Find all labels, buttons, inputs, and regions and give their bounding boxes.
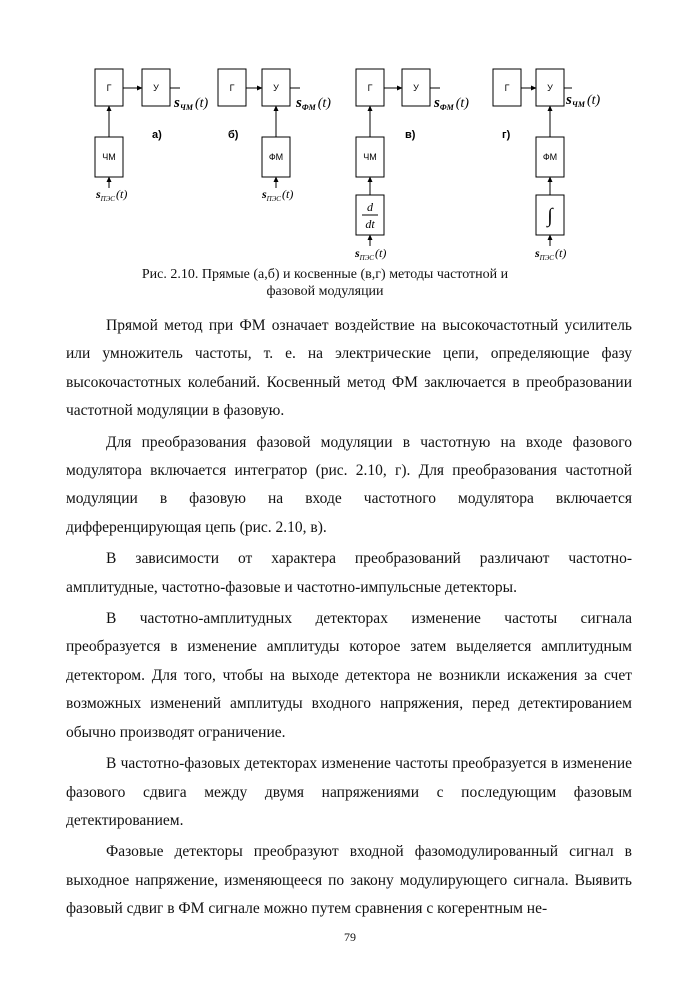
generator-label: Г [229, 83, 235, 93]
fm-freq-modulator-label: ЧМ [102, 152, 116, 162]
caption-line-1: Рис. 2.10. Прямые (а,б) и косвенные (в,г) методы частотной и [141, 267, 509, 282]
amplifier-label: У [273, 83, 279, 93]
diagram-panel-a [95, 69, 209, 203]
paragraph: Прямой метод при ФМ означает воздействие на высокочастотный усилитель или умножитель частоты, т. е. на электрические цепи, определяющие фазу высокочастотных колебаний. Косвенный метод ФМ заключается в преобразовании частотной модуляции в фазовую. [66, 317, 632, 420]
paragraph: Фазовые детекторы преобразуют входной фазомодулированный сигнал в выходное напряжение, изменяющееся по закону модулирующего сигнала. Выявить фазовый сдвиг в ФМ сигнале можно путем сравнения с когерентным не- [66, 843, 632, 918]
paragraph: В частотно-амплитудных детекторах изменение частоты сигнала преобразуется в изменение амплитуды которое затем выделяется амплитудным детектором. Для того, чтобы на выходе детектора не возникли искажения за счет возможных изменений амплитуды входного напряжения, перед детектированием обычно производят ограничение. [66, 610, 632, 741]
output-signal: sФМ (t) [434, 95, 469, 112]
figure-modulation-methods [0, 0, 700, 265]
diagram-panel-b [218, 69, 331, 203]
generator-label: Г [504, 83, 510, 93]
amplifier-label: У [413, 83, 419, 93]
diagram-panel-v [354, 69, 469, 262]
phase-modulator-label: ФМ [268, 152, 284, 162]
amplifier-label: У [153, 83, 159, 93]
differentiator-denominator: dt [365, 217, 375, 231]
input-signal: sПЭС(t) [262, 187, 294, 203]
panel-label-a: а) [152, 129, 162, 141]
differentiator-numerator: d [367, 200, 373, 214]
figure-caption [100, 266, 550, 300]
paragraph: В частотно-фазовых детекторах изменение частоты преобразуется в изменение фазового сдвига между двумя напряжениями с последующим фазовым детектированием. [66, 755, 632, 829]
fm-freq-modulator-label: ЧМ [363, 152, 377, 162]
phase-modulator-label: ФМ [542, 152, 558, 162]
caption-line-2: фазовой модуляции [266, 284, 384, 299]
integral-icon: ∫ [547, 205, 553, 227]
input-signal: sПЭС(t) [535, 246, 567, 262]
page-number: 79 [344, 930, 356, 944]
input-signal: sПЭС(t) [355, 246, 387, 262]
diagram-panel-g [493, 69, 601, 262]
output-signal: sЧМ (t) [174, 95, 209, 112]
generator-label: Г [367, 83, 373, 93]
paragraph: В зависимости от характера преобразований различают частотно-амплитудные, частотно-фазовые и частотно-импульсные детекторы. [66, 550, 632, 596]
generator-label: Г [106, 83, 112, 93]
output-signal: sФМ (t) [296, 95, 331, 112]
amplifier-label: У [547, 83, 553, 93]
panel-label-v: в) [405, 129, 416, 141]
input-signal: sПЭС(t) [96, 187, 128, 203]
panel-label-b: б) [228, 129, 239, 141]
output-signal: sЧМ (t) [566, 92, 601, 109]
body-text [66, 312, 632, 927]
panel-label-g: г) [502, 129, 511, 141]
paragraph: Для преобразования фазовой модуляции в частотную на входе фазового модулятора включается интегратор (рис. 2.10, г). Для преобразования частотной модуляции в фазовую на входе частотного модулятора включается дифференцирующая цепь (рис. 2.10, в). [66, 433, 632, 536]
